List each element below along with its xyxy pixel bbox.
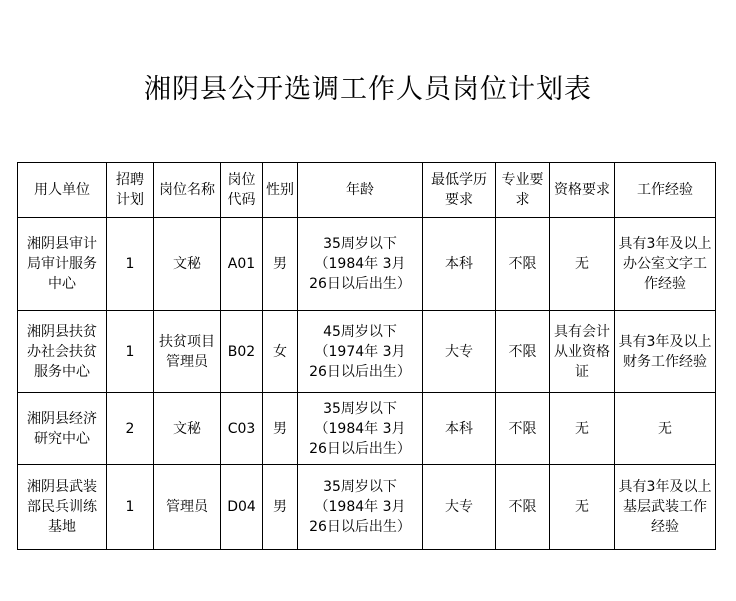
table-row — [18, 218, 716, 311]
header-post: 岗位名称 — [154, 163, 221, 218]
cell-unit: 湘阴县武装部民兵训练基地 — [18, 465, 107, 550]
cell-major: 不限 — [496, 218, 550, 311]
birth-date-line: （1984年 3月 — [314, 499, 406, 515]
cell-code: B02 — [221, 311, 263, 393]
cell-education: 大专 — [423, 465, 496, 550]
cell-qualification: 无 — [550, 393, 615, 465]
cell-education: 本科 — [423, 218, 496, 311]
birth-date-line: （1984年 3月 — [314, 256, 406, 272]
header-major: 专业要求 — [496, 163, 550, 218]
cell-qualification: 无 — [550, 218, 615, 311]
header-plan: 招聘计划 — [107, 163, 154, 218]
birth-date-line: 26日以后出生） — [309, 440, 411, 457]
cell-code: A01 — [221, 218, 263, 311]
cell-gender: 女 — [263, 311, 298, 393]
position-plan-table — [17, 162, 716, 550]
cell-post: 文秘 — [154, 218, 221, 311]
cell-unit: 湘阴县经济研究中心 — [18, 393, 107, 465]
header-education: 最低学历要求 — [423, 163, 496, 218]
header-age: 年龄 — [298, 163, 423, 218]
cell-experience: 无 — [615, 393, 716, 465]
cell-qualification: 无 — [550, 465, 615, 550]
header-qualification: 资格要求 — [550, 163, 615, 218]
cell-education: 本科 — [423, 393, 496, 465]
cell-age — [298, 218, 423, 311]
cell-gender: 男 — [263, 393, 298, 465]
birth-date-line: 26日以后出生） — [309, 519, 411, 535]
table-row — [18, 465, 716, 550]
cell-plan: 1 — [107, 311, 154, 393]
cell-plan: 1 — [107, 218, 154, 311]
cell-gender: 男 — [263, 218, 298, 311]
cell-unit: 湘阴县审计局审计服务中心 — [18, 218, 107, 311]
cell-experience: 具有3年及以上财务工作经验 — [615, 311, 716, 393]
birth-date-line: （1974年 3月 — [314, 343, 406, 360]
cell-major: 不限 — [496, 465, 550, 550]
cell-qualification: 具有会计从业资格证 — [550, 311, 615, 393]
cell-age — [298, 311, 423, 393]
cell-post: 文秘 — [154, 393, 221, 465]
table-row — [18, 311, 716, 393]
cell-code: C03 — [221, 393, 263, 465]
age-limit: 35周岁以下 — [323, 400, 397, 417]
cell-post: 管理员 — [154, 465, 221, 550]
cell-gender: 男 — [263, 465, 298, 550]
cell-plan: 2 — [107, 393, 154, 465]
cell-unit: 湘阴县扶贫办社会扶贫服务中心 — [18, 311, 107, 393]
page-title: 湘阴县公开选调工作人员岗位计划表 — [144, 74, 592, 105]
cell-major: 不限 — [496, 311, 550, 393]
header-unit: 用人单位 — [18, 163, 107, 218]
cell-code: D04 — [221, 465, 263, 550]
cell-experience: 具有3年及以上办公室文字工作经验 — [615, 218, 716, 311]
age-limit: 35周岁以下 — [323, 236, 397, 252]
cell-age — [298, 393, 423, 465]
cell-post: 扶贫项目管理员 — [154, 311, 221, 393]
age-limit: 45周岁以下 — [323, 323, 397, 340]
cell-plan: 1 — [107, 465, 154, 550]
birth-date-line: （1984年 3月 — [314, 420, 406, 437]
birth-date-line: 26日以后出生） — [309, 363, 411, 380]
age-limit: 35周岁以下 — [323, 479, 397, 495]
cell-education: 大专 — [423, 311, 496, 393]
header-code: 岗位代码 — [221, 163, 263, 218]
cell-age — [298, 465, 423, 550]
cell-major: 不限 — [496, 393, 550, 465]
header-experience: 工作经验 — [615, 163, 716, 218]
table-header-row — [18, 163, 716, 218]
birth-date-line: 26日以后出生） — [309, 276, 411, 292]
table-row — [18, 393, 716, 465]
cell-experience: 具有3年及以上基层武装工作经验 — [615, 465, 716, 550]
header-gender: 性别 — [263, 163, 298, 218]
